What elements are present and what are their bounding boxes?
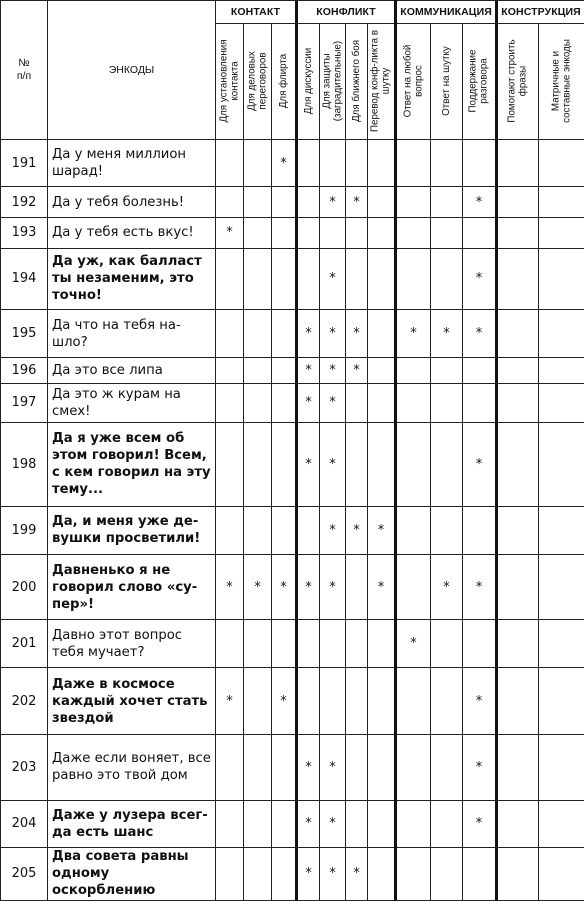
encode-phrase: Да уж, как балласт ты незаменим, это точно! — [48, 248, 216, 309]
column-header-label: Ответ на шутку — [440, 46, 452, 117]
asterisk-mark: * — [272, 140, 297, 187]
asterisk-mark: * — [320, 383, 346, 422]
encode-phrase: Да я уже всем об этом говорил! Всем, с кем говорил на эту тему... — [48, 422, 216, 506]
empty-cell — [244, 847, 272, 900]
asterisk-mark: * — [463, 554, 497, 620]
number-column-header — [1, 1, 48, 140]
row-number: 205 — [1, 847, 48, 900]
asterisk-mark: * — [297, 358, 320, 384]
empty-cell — [539, 187, 584, 218]
number-abbrev: п/п — [16, 70, 32, 83]
empty-cell — [463, 383, 497, 422]
empty-cell — [297, 506, 320, 554]
empty-cell — [431, 358, 463, 384]
column-header-7 — [368, 23, 396, 140]
column-header-label: Для деловых переговоров — [246, 51, 268, 112]
empty-cell — [272, 422, 297, 506]
empty-cell — [216, 248, 244, 309]
column-header-label: Помогают строить фразы — [506, 39, 529, 123]
encode-phrase: Да это все липа — [48, 358, 216, 384]
empty-cell — [396, 554, 431, 620]
asterisk-mark: * — [431, 310, 463, 358]
asterisk-mark: * — [272, 554, 297, 620]
empty-cell — [244, 506, 272, 554]
encode-phrase: Давненько я не говорил слово «су-пер»! — [48, 554, 216, 620]
empty-cell — [346, 422, 368, 506]
empty-cell — [216, 847, 244, 900]
empty-cell — [539, 218, 584, 249]
asterisk-mark: * — [216, 218, 244, 249]
asterisk-mark: * — [463, 248, 497, 309]
column-header-label: Ответ на любой вопрос — [402, 45, 424, 118]
asterisk-mark: * — [463, 310, 497, 358]
empty-cell — [497, 800, 539, 847]
empty-cell — [320, 668, 346, 735]
asterisk-mark: * — [463, 187, 497, 218]
row-number: 198 — [1, 422, 48, 506]
column-header-label: Перевод конф-ликта в шутку — [369, 30, 392, 133]
encode-phrase: Да у тебя есть вкус! — [48, 218, 216, 249]
column-header-label: Поддержание разговора — [467, 49, 490, 113]
table-row — [1, 668, 584, 735]
empty-cell — [272, 506, 297, 554]
group-header-construction: КОНСТРУКЦИЯ — [497, 1, 584, 24]
table-row — [1, 218, 584, 249]
table-row — [1, 554, 584, 620]
empty-cell — [431, 735, 463, 801]
group-header-conflict: КОНФЛИКТ — [297, 1, 396, 24]
empty-cell — [244, 310, 272, 358]
empty-cell — [297, 218, 320, 249]
row-number: 202 — [1, 668, 48, 735]
empty-cell — [497, 187, 539, 218]
empty-cell — [244, 358, 272, 384]
asterisk-mark: * — [320, 506, 346, 554]
empty-cell — [539, 847, 584, 900]
encode-phrase: Даже у лузера всег-да есть шанс — [48, 800, 216, 847]
encode-column-header: ЭНКОДЫ — [48, 1, 216, 140]
column-header-9 — [431, 23, 463, 140]
empty-cell — [539, 248, 584, 309]
encode-phrase: Давно этот вопрос тебя мучает? — [48, 620, 216, 668]
column-header-4 — [297, 23, 320, 140]
empty-cell — [539, 383, 584, 422]
empty-cell — [539, 668, 584, 735]
column-header-5 — [320, 23, 346, 140]
empty-cell — [368, 800, 396, 847]
asterisk-mark: * — [463, 422, 497, 506]
empty-cell — [216, 383, 244, 422]
empty-cell — [431, 187, 463, 218]
table-row — [1, 358, 584, 384]
empty-cell — [497, 422, 539, 506]
empty-cell — [216, 187, 244, 218]
row-number: 193 — [1, 218, 48, 249]
asterisk-mark: * — [320, 800, 346, 847]
empty-cell — [539, 800, 584, 847]
asterisk-mark: * — [463, 668, 497, 735]
empty-cell — [497, 218, 539, 249]
asterisk-mark: * — [396, 620, 431, 668]
empty-cell — [396, 187, 431, 218]
row-number: 195 — [1, 310, 48, 358]
asterisk-mark: * — [216, 554, 244, 620]
column-header-12 — [539, 23, 584, 140]
empty-cell — [497, 735, 539, 801]
empty-cell — [346, 620, 368, 668]
empty-cell — [497, 358, 539, 384]
empty-cell — [396, 506, 431, 554]
empty-cell — [244, 668, 272, 735]
row-number: 194 — [1, 248, 48, 309]
asterisk-mark: * — [320, 248, 346, 309]
empty-cell — [463, 218, 497, 249]
empty-cell — [539, 358, 584, 384]
empty-cell — [216, 140, 244, 187]
empty-cell — [396, 422, 431, 506]
column-header-label: Для защиты (заградительные) — [321, 41, 343, 122]
empty-cell — [297, 620, 320, 668]
empty-cell — [396, 847, 431, 900]
header-row-groups — [1, 1, 584, 24]
column-header-1 — [216, 23, 244, 140]
empty-cell — [497, 506, 539, 554]
empty-cell — [396, 140, 431, 187]
empty-cell — [244, 248, 272, 309]
asterisk-mark: * — [297, 800, 320, 847]
empty-cell — [346, 383, 368, 422]
encode-phrase: Да, и меня уже де-вушки просветили! — [48, 506, 216, 554]
empty-cell — [431, 422, 463, 506]
number-sign: № — [18, 57, 30, 70]
row-number: 197 — [1, 383, 48, 422]
empty-cell — [346, 668, 368, 735]
asterisk-mark: * — [244, 554, 272, 620]
encode-phrase: Даже в космосе каждый хочет стать звездой — [48, 668, 216, 735]
row-number: 200 — [1, 554, 48, 620]
column-header-label: Для установления контакта — [218, 39, 240, 123]
empty-cell — [431, 506, 463, 554]
empty-cell — [396, 218, 431, 249]
empty-cell — [368, 218, 396, 249]
empty-cell — [272, 620, 297, 668]
empty-cell — [244, 218, 272, 249]
empty-cell — [216, 735, 244, 801]
empty-cell — [396, 668, 431, 735]
empty-cell — [297, 187, 320, 218]
asterisk-mark: * — [320, 554, 346, 620]
empty-cell — [497, 554, 539, 620]
empty-cell — [346, 218, 368, 249]
empty-cell — [216, 620, 244, 668]
asterisk-mark: * — [368, 554, 396, 620]
asterisk-mark: * — [297, 554, 320, 620]
asterisk-mark: * — [216, 668, 244, 735]
row-number: 191 — [1, 140, 48, 187]
encode-phrase: Два совета равны одному оскорблению — [48, 847, 216, 900]
row-number: 203 — [1, 735, 48, 801]
empty-cell — [368, 620, 396, 668]
empty-cell — [463, 358, 497, 384]
empty-cell — [272, 847, 297, 900]
column-header-label: Для ближнего боя — [350, 40, 362, 123]
asterisk-mark: * — [320, 847, 346, 900]
empty-cell — [297, 248, 320, 309]
asterisk-mark: * — [320, 310, 346, 358]
empty-cell — [431, 847, 463, 900]
empty-cell — [539, 310, 584, 358]
empty-cell — [431, 620, 463, 668]
empty-cell — [346, 554, 368, 620]
row-number: 204 — [1, 800, 48, 847]
column-header-label: Для дискуссии — [302, 48, 314, 115]
table-body — [1, 1, 584, 901]
empty-cell — [463, 620, 497, 668]
column-header-2 — [244, 23, 272, 140]
empty-cell — [244, 735, 272, 801]
column-header-3 — [272, 23, 297, 140]
asterisk-mark: * — [297, 383, 320, 422]
asterisk-mark: * — [320, 187, 346, 218]
empty-cell — [297, 140, 320, 187]
encode-phrase: Даже если воняет, все равно это твой дом — [48, 735, 216, 801]
asterisk-mark: * — [297, 847, 320, 900]
asterisk-mark: * — [346, 847, 368, 900]
empty-cell — [272, 248, 297, 309]
empty-cell — [368, 358, 396, 384]
empty-cell — [396, 248, 431, 309]
empty-cell — [431, 668, 463, 735]
empty-cell — [431, 248, 463, 309]
table-row — [1, 248, 584, 309]
empty-cell — [272, 310, 297, 358]
empty-cell — [539, 140, 584, 187]
empty-cell — [368, 140, 396, 187]
empty-cell — [272, 735, 297, 801]
column-header-label: Матричные и составные энкоды — [550, 39, 572, 124]
table-row — [1, 506, 584, 554]
empty-cell — [497, 248, 539, 309]
asterisk-mark: * — [346, 506, 368, 554]
empty-cell — [368, 187, 396, 218]
empty-cell — [396, 383, 431, 422]
table-row — [1, 140, 584, 187]
asterisk-mark: * — [320, 358, 346, 384]
empty-cell — [297, 668, 320, 735]
empty-cell — [497, 310, 539, 358]
empty-cell — [396, 735, 431, 801]
empty-cell — [368, 310, 396, 358]
empty-cell — [539, 554, 584, 620]
empty-cell — [497, 620, 539, 668]
column-header-10 — [463, 23, 497, 140]
empty-cell — [272, 383, 297, 422]
empty-cell — [497, 668, 539, 735]
asterisk-mark: * — [368, 506, 396, 554]
asterisk-mark: * — [297, 422, 320, 506]
asterisk-mark: * — [320, 422, 346, 506]
empty-cell — [463, 140, 497, 187]
column-header-6 — [346, 23, 368, 140]
group-header-communication: КОММУНИКАЦИЯ — [396, 1, 497, 24]
encode-phrase: Да это ж курам на смех! — [48, 383, 216, 422]
empty-cell — [539, 620, 584, 668]
table-row — [1, 735, 584, 801]
table-row — [1, 187, 584, 218]
empty-cell — [244, 800, 272, 847]
empty-cell — [346, 735, 368, 801]
empty-cell — [216, 800, 244, 847]
table-row — [1, 422, 584, 506]
asterisk-mark: * — [463, 800, 497, 847]
empty-cell — [244, 422, 272, 506]
asterisk-mark: * — [297, 735, 320, 801]
empty-cell — [431, 140, 463, 187]
group-header-contact: КОНТАКТ — [216, 1, 297, 24]
encode-phrase: Да у меня миллион шарад! — [48, 140, 216, 187]
empty-cell — [539, 735, 584, 801]
asterisk-mark: * — [346, 187, 368, 218]
table-row — [1, 847, 584, 900]
empty-cell — [320, 218, 346, 249]
asterisk-mark: * — [346, 358, 368, 384]
asterisk-mark: * — [463, 735, 497, 801]
encode-phrase: Да что на тебя на-шло? — [48, 310, 216, 358]
empty-cell — [272, 218, 297, 249]
empty-cell — [216, 506, 244, 554]
column-header-8 — [396, 23, 431, 140]
row-number: 192 — [1, 187, 48, 218]
empty-cell — [272, 800, 297, 847]
asterisk-mark: * — [320, 735, 346, 801]
row-number: 196 — [1, 358, 48, 384]
empty-cell — [368, 847, 396, 900]
empty-cell — [368, 383, 396, 422]
empty-cell — [431, 800, 463, 847]
empty-cell — [346, 140, 368, 187]
empty-cell — [320, 620, 346, 668]
empty-cell — [497, 383, 539, 422]
row-number: 201 — [1, 620, 48, 668]
empty-cell — [346, 248, 368, 309]
empty-cell — [244, 620, 272, 668]
empty-cell — [272, 358, 297, 384]
table-row — [1, 310, 584, 358]
column-header-label: Для флирта — [277, 54, 289, 109]
empty-cell — [463, 506, 497, 554]
column-header-11 — [497, 23, 539, 140]
empty-cell — [463, 847, 497, 900]
asterisk-mark: * — [396, 310, 431, 358]
empty-cell — [539, 506, 584, 554]
table-row — [1, 800, 584, 847]
encode-phrase: Да у тебя болезнь! — [48, 187, 216, 218]
table-row — [1, 383, 584, 422]
empty-cell — [431, 383, 463, 422]
asterisk-mark: * — [431, 554, 463, 620]
empty-cell — [431, 218, 463, 249]
row-number: 199 — [1, 506, 48, 554]
empty-cell — [396, 358, 431, 384]
empty-cell — [396, 800, 431, 847]
empty-cell — [497, 140, 539, 187]
asterisk-mark: * — [297, 310, 320, 358]
empty-cell — [497, 847, 539, 900]
table-row — [1, 620, 584, 668]
empty-cell — [272, 187, 297, 218]
empty-cell — [216, 358, 244, 384]
asterisk-mark: * — [272, 668, 297, 735]
empty-cell — [539, 422, 584, 506]
empty-cell — [244, 383, 272, 422]
empty-cell — [244, 187, 272, 218]
empty-cell — [244, 140, 272, 187]
empty-cell — [368, 735, 396, 801]
empty-cell — [216, 310, 244, 358]
empty-cell — [346, 800, 368, 847]
empty-cell — [320, 140, 346, 187]
empty-cell — [368, 422, 396, 506]
empty-cell — [216, 422, 244, 506]
empty-cell — [368, 248, 396, 309]
empty-cell — [368, 668, 396, 735]
asterisk-mark: * — [346, 310, 368, 358]
